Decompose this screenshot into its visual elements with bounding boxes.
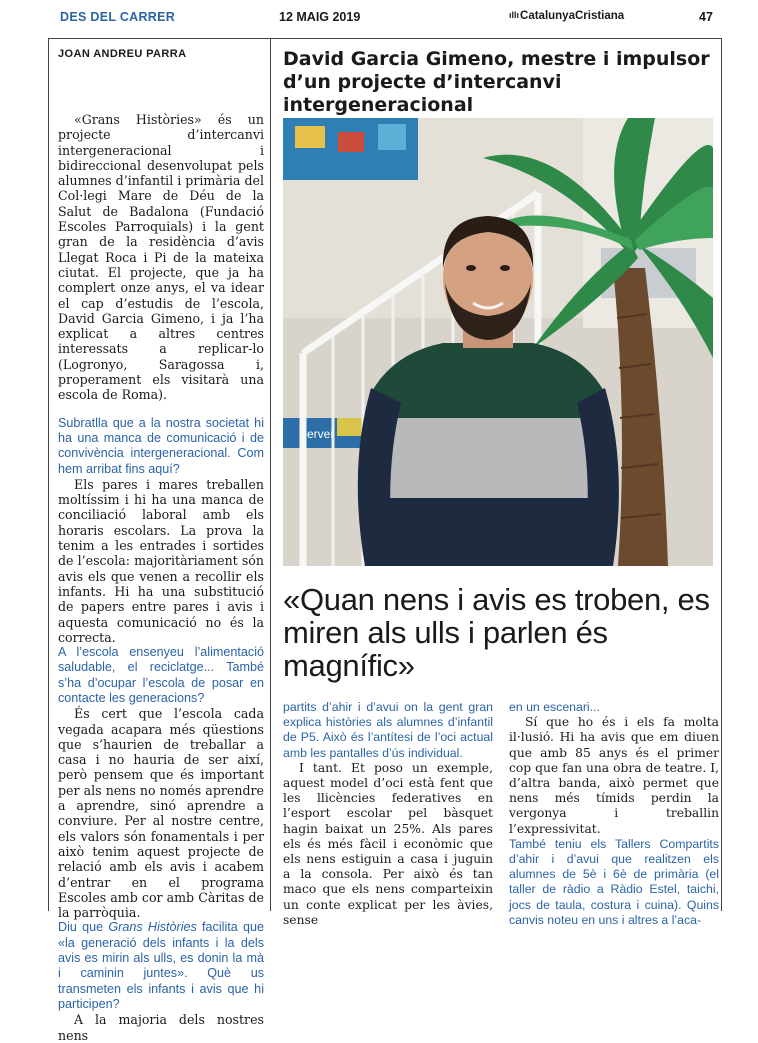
pull-quote: «Quan nens i avis es troben, es miren als ulls i parlen és magnífic» xyxy=(283,582,710,683)
bottom-column-right xyxy=(509,700,719,928)
answer-1: Els pares i mares treballen moltíssim i hi ha una manca de conciliació laboral amb els horaris escolars. La prova la tenim a les entrades i sortides de l’escola: majoritàriament són avis els que venen a recollir els infants. Hi ha una substitució de papers entre pares i avis i aquesta comunicació no és la correcta. xyxy=(58,476,264,645)
bottom-column-left xyxy=(283,700,493,928)
left-rule xyxy=(48,38,49,911)
issue-date: 12 MAIG 2019 xyxy=(279,10,361,24)
page-header xyxy=(0,0,758,34)
question-tail: partits d’ahir i d’avui on la gent gran explica històries als alumnes d’infantil de P5. Això és l’antítesi de l’oci actual amb les pantalles d’ús individual. xyxy=(283,700,493,760)
left-column xyxy=(58,112,264,1043)
author-byline: JOAN ANDREU PARRA xyxy=(58,48,187,60)
question-6: També teniu els Tallers Compartits d’ahir i d’avui que realitzen els alumnes de 5è i 6è de primària (el taller de ràdio a Ràdio Estel, taichi, jocs de taula, costura i cuina). Quins canvis noteu en uns i altres a l’aca- xyxy=(509,836,719,927)
top-rule xyxy=(48,38,722,39)
section-label: DES DEL CARRER xyxy=(60,10,176,24)
headline: David Garcia Gimeno, mestre i impulsor d’un projecte d’intercanvi intergeneracional xyxy=(283,48,710,116)
question-2: A l’escola ensenyeu l’alimentació saludable, el reciclatge... També s’ha d’ocupar l’escola de posar en contacte les generacions? xyxy=(58,645,264,705)
question-1: Subratlla que a la nostra societat hi ha una manca de comunicació i de convivència intergeneracional. Com hem arribat fins aquí? xyxy=(58,415,264,476)
lead-paragraph: «Grans Històries» és un projecte d’intercanvi intergeneracional i bidireccional desenvolupat pels alumnes d’infantil i primària del Col·legi Mare de Déu de la Salut de Badalona (Fundació Escoles Parroquials) i la gent gran de la residència d’avis Llegat Roca i Pi de la mateixa ciutat. El projecte, que ja ha complert onze anys, el va idear el cap d’estudis de l’escola, David Garcia Gimeno, i ja l’ha explicat a altres centres interessats a replicar-lo (Logronyo, Saragossa i, properament els visitarà una escola de Roma). xyxy=(58,112,264,403)
publication-logo xyxy=(509,10,624,22)
answer-2: És cert que l’escola cada vegada acapara més qüestions que s’haurien de treballar a casa i no hauria de ser així, però pensem que és important per als nens no només aprendre a aprendre, sinó aprendre a conviure. Per al nostre centre, els valors són fonamentals i per això tenim aquest projecte de relació amb els avis i acabem d’entrar en el programa Escoles amb cor amb Càritas de la parròquia. xyxy=(58,706,264,921)
page-number: 47 xyxy=(699,10,713,24)
publication-name: CatalunyaCristiana xyxy=(520,10,625,22)
project-name: Grans Històries xyxy=(108,920,197,935)
column-rule xyxy=(270,38,271,911)
answer-3: A la majoria dels nostres nens xyxy=(58,1012,264,1043)
logo-bars-icon: ıllı xyxy=(509,10,520,20)
question-3: Diu que Grans Històries facilita que «la generació dels infants i la dels avis es mirin als ulls, es donin la mà i caminin juntes». Què us transmeten els infants i avis que hi participen? xyxy=(58,920,264,1011)
answer-5: Sí que ho és i els fa molta il·lusió. Hi ha avis que em diuen que amb 85 anys és el primer cop que fan una obra de teatre. I, d’altra banda, això permet que nens més tímids perdin la vergonya i treballin l’expressivitat. xyxy=(509,715,719,836)
right-rule xyxy=(721,38,722,911)
portrait-photo xyxy=(283,118,713,566)
answer-4: I tant. Et poso un exemple, aquest model d’oci està fent que les llicències federatives en l’esport escolar pel bàsquet hagin baixat un 25%. Als pares els és més fàcil i econòmic que els nens estiguin a casa i juguin a la consola. Per això és tan maco que els nens comparteixin un conte explicat per les àvies, sense xyxy=(283,760,493,927)
wall-sign-text: servei xyxy=(301,427,334,441)
question-continuation: en un escenari... xyxy=(509,700,600,714)
